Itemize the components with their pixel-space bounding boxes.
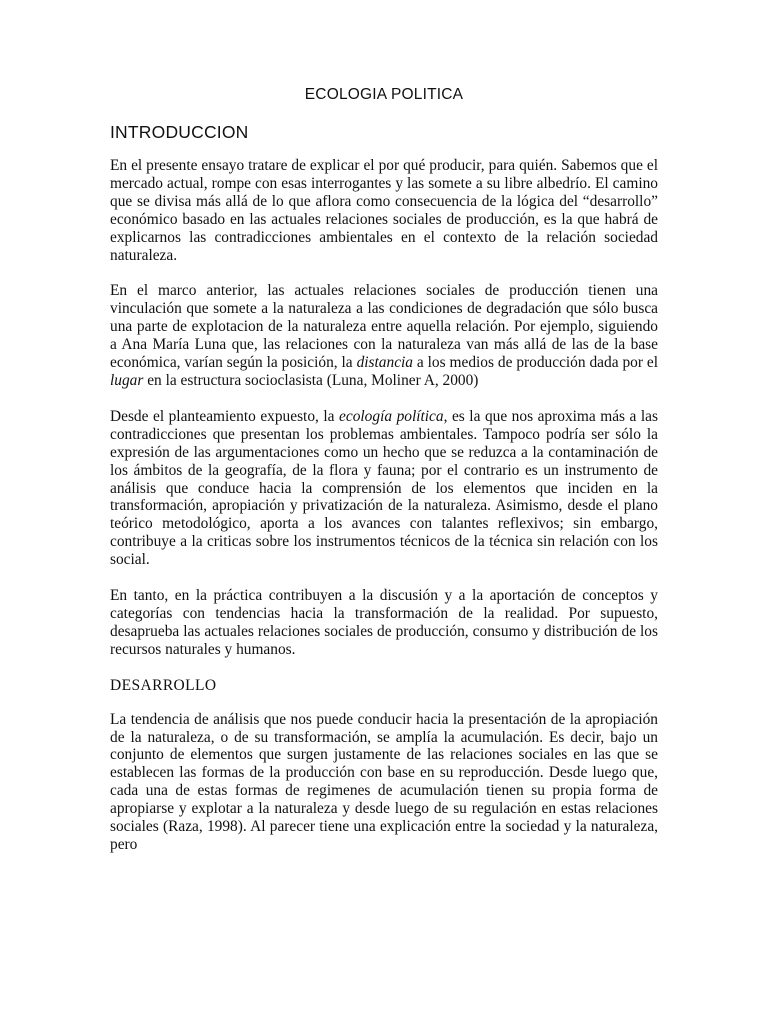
paragraph-3: [110, 408, 658, 569]
section-title-introduccion: INTRODUCCION: [110, 122, 249, 142]
paragraph-2-text-b: a los medios de producción dada por el: [413, 354, 658, 372]
paragraph-2: [110, 282, 658, 389]
document-page: [110, 86, 658, 872]
paragraph-3-text-a: Desde el planteamiento expuesto, la: [110, 407, 340, 425]
paragraph-1: En el presente ensayo tratare de explicar el por qué producir, para quién. Sabemos que el mercado actual, rompe con esas interrogantes y las somete a su libre albedrío. El camino que se divisa más allá de lo que aflora como consecuencia de la lógica del “desarrollo” económico basado en las actuales relaciones sociales de producción, es la que habrá de explicarnos las contradicciones ambientales en el contexto de la relación sociedad naturaleza.: [110, 157, 658, 264]
paragraph-3-text-b: , es la que nos aproxima más a las contradicciones que presentan los problemas ambientales. Tampoco podría ser sólo la expresión de las argumentaciones como un hecho que se reduzca a la contaminación de los ámbitos de la geografía, de la flora y fauna; por el contrario es un instrumento de análisis que conduce hacia la comprensión de los elementos que inciden en la transformación, apropiación y privatización de la naturaleza. Asimismo, desde el plano teórico metodológico, aporta a los avances con talantes reflexivos; sin embargo, contribuye a la criticas sobre los instrumentos técnicos de la técnica sin relación con los social.: [110, 407, 659, 569]
paragraph-2-text-c: en la estructura socioclasista (Luna, Moliner A, 2000): [143, 371, 479, 389]
paragraph-2-text-a: En el marco anterior, las actuales relaciones sociales de producción tienen una vinculación que somete a la naturaleza a las condiciones de degradación que sólo busca una parte de explotacion de la naturaleza entre aquella relación. Por ejemplo, siguiendo a Ana María Luna que, las relaciones con la naturaleza van más allá de las de la base económica, varían según la posición, la: [110, 282, 658, 372]
paragraph-4: En tanto, en la práctica contribuyen a la discusión y a la aportación de conceptos y categorías con tendencias hacia la transformación de la realidad. Por supuesto, desaprueba las actuales relaciones sociales de producción, consumo y distribución de los recursos naturales y humanos.: [110, 587, 658, 658]
paragraph-2-italic-distancia: distancia: [356, 354, 413, 372]
section-title-desarrollo: DESARROLLO: [110, 676, 217, 694]
paragraph-3-italic-ecologia-politica: ecología política: [339, 407, 444, 425]
document-title: ECOLOGIA POLITICA: [304, 86, 464, 103]
paragraph-2-italic-lugar: lugar: [110, 371, 144, 389]
paragraph-5: La tendencia de análisis que nos puede conducir hacia la presentación de la apropiación de la naturaleza, o de su transformación, se amplía la acumulación. Es decir, bajo un conjunto de elementos que surgen justamente de las relaciones sociales en las que se establecen las formas de la producción con base en su reproducción. Desde luego que, cada una de estas formas de regimenes de acumulación tienen su propia forma de apropiarse y explotar a la naturaleza y desde luego de su regulación en estas relaciones sociales (Raza, 1998). Al parecer tiene una explicación entre la sociedad y la naturaleza, pero: [110, 710, 658, 853]
